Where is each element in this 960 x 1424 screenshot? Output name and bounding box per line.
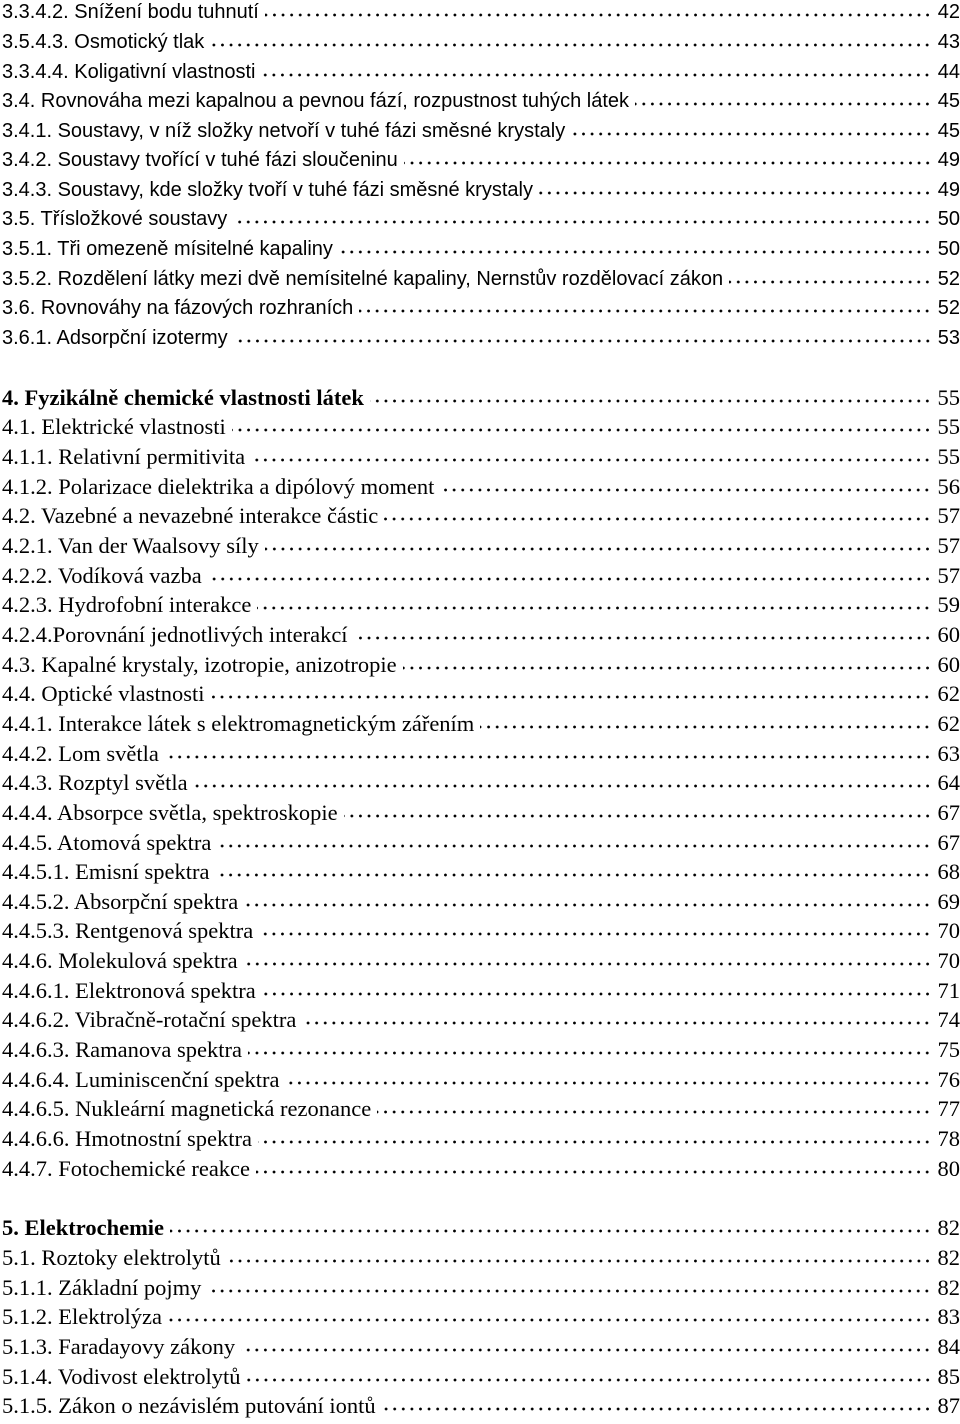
toc-entry	[0, 473, 960, 501]
dot-leader	[251, 457, 931, 463]
toc-entry	[0, 680, 960, 708]
toc-entry	[0, 858, 960, 886]
toc-entry-page: 78	[937, 1126, 960, 1151]
toc-entry-page: 50	[937, 207, 960, 230]
dot-leader	[539, 190, 932, 196]
toc-entry-title: 5.1.5. Zákon o nezávislém putování iontů	[2, 1393, 376, 1418]
dot-leader	[207, 1288, 931, 1294]
dot-leader	[165, 754, 932, 760]
toc-entry-title: 3.3.4.2. Snížení bodu tuhnutí	[2, 0, 259, 23]
dot-leader	[259, 931, 931, 937]
toc-entry-title: 4.4.6.1. Elektronová spektra	[2, 978, 256, 1003]
toc-entry	[0, 0, 960, 26]
dot-leader	[215, 872, 931, 878]
toc-entry-title: 4.4.6. Molekulová spektra	[2, 948, 238, 973]
dot-leader	[208, 576, 932, 582]
toc-entry-page: 87	[937, 1393, 960, 1418]
dot-leader	[729, 279, 932, 285]
toc-entry	[0, 1303, 960, 1331]
toc-entry	[0, 1274, 960, 1302]
toc-entry-title: 4.4.7. Fotochemické reakce	[2, 1156, 251, 1181]
toc-entry-page: 64	[937, 770, 960, 795]
dot-leader	[217, 843, 931, 849]
toc-entry-page: 45	[937, 119, 960, 142]
toc-entry-page: 85	[937, 1364, 960, 1389]
dot-leader	[170, 1228, 931, 1234]
toc-entry-title: 4.4.5.2. Absorpční spektra	[2, 889, 239, 914]
toc-entry-page: 76	[937, 1067, 960, 1092]
toc-entry-page: 83	[937, 1304, 960, 1329]
toc-entry-title: 4.2.1. Van der Waalsovy síly	[2, 533, 259, 558]
toc-entry-page: 60	[937, 622, 960, 647]
toc-entry-title: 3.4.2. Soustavy tvořící v tuhé fázi sloučeninu	[2, 148, 398, 171]
toc-entry-page: 80	[937, 1156, 960, 1181]
dot-leader	[302, 1020, 931, 1026]
toc-entry-title: 3.4.3. Soustavy, kde složky tvoří v tuhé fázi směsné krystaly	[2, 178, 533, 201]
toc-entry-page: 50	[937, 237, 960, 260]
toc-entry-title: 5.1.4. Vodivost elektrolytů	[2, 1364, 241, 1389]
toc-entry	[0, 888, 960, 916]
toc-entry-page: 45	[937, 89, 960, 112]
toc-entry-page: 57	[937, 533, 960, 558]
toc-entry-page: 62	[937, 681, 960, 706]
toc-entry-page: 52	[937, 267, 960, 290]
toc-entry	[0, 58, 960, 86]
toc-entry-title: 4.4.5. Atomová spektra	[2, 830, 212, 855]
dot-leader	[635, 101, 932, 107]
toc-entry	[0, 294, 960, 322]
toc-entry-title: 4.4. Optické vlastnosti	[2, 681, 205, 706]
toc-entry-page: 67	[937, 800, 960, 825]
toc-entry-page: 60	[937, 652, 960, 677]
toc-entry-title: 4.4.6.2. Vibračně-rotační spektra	[2, 1007, 297, 1032]
toc-entry-page: 57	[937, 503, 960, 528]
toc-entry-title: 3.5.1. Tři omezeně mísitelné kapaliny	[2, 237, 333, 260]
toc-entry-title: 4.1.1. Relativní permitivita	[2, 444, 246, 469]
toc-entry	[0, 1333, 960, 1361]
toc-entry-title: 3.5.2. Rozdělení látky mezi dvě nemísitelné kapaliny, Nernstův rozdělovací zákon	[2, 267, 724, 290]
toc-entry-page: 71	[937, 978, 960, 1003]
toc-entry-page: 77	[937, 1096, 960, 1121]
toc-entry	[0, 591, 960, 619]
dot-leader	[168, 1317, 932, 1323]
toc-entry	[0, 769, 960, 797]
toc-entry	[0, 205, 960, 233]
dot-leader	[227, 1258, 932, 1264]
dot-leader	[354, 635, 932, 641]
toc-entry-title: 3.4.1. Soustavy, v níž složky netvoří v tuhé fázi směsné krystaly	[2, 119, 566, 142]
dot-leader	[377, 1109, 931, 1115]
toc-entry-page: 42	[937, 0, 960, 23]
toc-entry	[0, 947, 960, 975]
toc-entry	[0, 176, 960, 204]
toc-entry-page: 44	[937, 60, 960, 83]
toc-entry-page: 63	[937, 741, 960, 766]
toc-entry-title: 4.1. Elektrické vlastnosti	[2, 414, 226, 439]
toc-entry-title: 4.2.3. Hydrofobní interakce	[2, 592, 252, 617]
dot-leader	[241, 1347, 931, 1353]
toc-entry-title: 4.4.6.6. Hmotnostní spektra	[2, 1126, 252, 1151]
toc-entry	[0, 1244, 960, 1272]
toc-entry-title: 3.4. Rovnováha mezi kapalnou a pevnou fází, rozpustnost tuhých látek	[2, 89, 630, 112]
toc-entry	[0, 502, 960, 530]
toc-entry-page: 82	[937, 1245, 960, 1270]
toc-entry	[0, 443, 960, 471]
toc-entry-page: 62	[937, 711, 960, 736]
toc-entry-title: 5.1.2. Elektrolýza	[2, 1304, 162, 1329]
toc-entry-page: 70	[937, 918, 960, 943]
toc-entry	[0, 265, 960, 293]
toc-entry-title: 4.4.4. Absorpce světla, spektroskopie	[2, 800, 338, 825]
toc-entry-page: 69	[937, 889, 960, 914]
dot-leader	[244, 961, 932, 967]
toc-entry-title: 3.6. Rovnováhy na fázových rozhraních	[2, 296, 354, 319]
dot-leader	[232, 427, 932, 433]
dot-leader	[256, 1169, 931, 1175]
toc-entry-page: 75	[937, 1037, 960, 1062]
toc-entry	[0, 1214, 960, 1242]
dot-leader	[382, 1406, 932, 1412]
toc-entry-page: 82	[937, 1215, 960, 1240]
dot-leader	[261, 72, 931, 78]
toc-entry	[0, 235, 960, 263]
toc-entry-title: 4.4.3. Rozptyl světla	[2, 770, 188, 795]
toc-entry	[0, 917, 960, 945]
toc-entry	[0, 621, 960, 649]
dot-leader	[258, 1139, 932, 1145]
dot-leader	[370, 398, 932, 404]
toc-entry	[0, 1095, 960, 1123]
toc-entry-page: 82	[937, 1275, 960, 1300]
toc-entry-title: 4.4.2. Lom světla	[2, 741, 159, 766]
toc-entry-page: 56	[937, 474, 960, 499]
toc-entry	[0, 651, 960, 679]
toc-entry-page: 68	[937, 859, 960, 884]
toc-entry	[0, 1006, 960, 1034]
dot-leader	[339, 249, 932, 255]
toc-entry	[0, 710, 960, 738]
toc-entry-title: 4. Fyzikálně chemické vlastnosti látek	[2, 385, 364, 410]
toc-entry	[0, 532, 960, 560]
dot-leader	[244, 902, 931, 908]
toc-entry-title: 5. Elektrochemie	[2, 1215, 165, 1240]
toc-entry	[0, 740, 960, 768]
toc-entry	[0, 1036, 960, 1064]
toc-entry-title: 4.2.2. Vodíková vazba	[2, 563, 202, 588]
dot-leader	[359, 308, 931, 314]
dot-leader	[233, 219, 931, 225]
toc-entry-title: 4.2.4.Porovnání jednotlivých interakcí	[2, 622, 348, 647]
toc-entry-title: 4.3. Kapalné krystaly, izotropie, anizotropie	[2, 652, 397, 677]
toc-entry-title: 4.4.5.3. Rentgenová spektra	[2, 918, 254, 943]
dot-leader	[257, 605, 931, 611]
dot-leader	[234, 338, 932, 344]
dot-leader	[480, 724, 931, 730]
dot-leader	[247, 1377, 932, 1383]
toc-entry	[0, 1363, 960, 1391]
toc-entry-title: 3.6.1. Adsorpční izotermy	[2, 326, 228, 349]
toc-entry-title: 4.1.2. Polarizace dielektrika a dipólový moment	[2, 474, 435, 499]
toc-entry	[0, 28, 960, 56]
toc-entry-page: 70	[937, 948, 960, 973]
dot-leader	[344, 813, 932, 819]
toc-entry	[0, 384, 960, 412]
toc-entry-page: 67	[937, 830, 960, 855]
toc-entry	[0, 87, 960, 115]
toc-entry-title: 5.1. Roztoky elektrolytů	[2, 1245, 221, 1270]
toc-entry	[0, 562, 960, 590]
toc-entry-title: 4.4.6.4. Luminiscenční spektra	[2, 1067, 280, 1092]
toc-entry-page: 57	[937, 563, 960, 588]
toc-entry	[0, 1392, 960, 1420]
dot-leader	[403, 665, 932, 671]
toc-entry-title: 4.4.6.3. Ramanova spektra	[2, 1037, 242, 1062]
toc-entry-page: 84	[937, 1334, 960, 1359]
toc-entry-page: 59	[937, 592, 960, 617]
toc-entry	[0, 413, 960, 441]
toc-entry	[0, 1125, 960, 1153]
dot-leader	[265, 546, 932, 552]
dot-leader	[265, 12, 932, 18]
dot-leader	[440, 487, 931, 493]
toc-entry-title: 4.4.1. Interakce látek s elektromagnetickým zářením	[2, 711, 475, 736]
toc-entry-page: 43	[937, 30, 960, 53]
toc-entry-title: 3.5. Třísložkové soustavy	[2, 207, 228, 230]
toc-entry-page: 52	[937, 296, 960, 319]
toc-entry-title: 5.1.1. Základní pojmy	[2, 1275, 202, 1300]
toc-entry	[0, 1066, 960, 1094]
toc-entry-title: 3.3.4.4. Koligativní vlastnosti	[2, 60, 256, 83]
toc-entry	[0, 829, 960, 857]
dot-leader	[262, 991, 932, 997]
dot-leader	[194, 783, 932, 789]
toc-entry-page: 74	[937, 1007, 960, 1032]
toc-entry-title: 4.4.6.5. Nukleární magnetická rezonance	[2, 1096, 372, 1121]
toc-entry-page: 55	[937, 414, 960, 439]
toc-entry-title: 4.4.5.1. Emisní spektra	[2, 859, 210, 884]
dot-leader	[285, 1080, 931, 1086]
toc-entry	[0, 146, 960, 174]
toc-entry	[0, 117, 960, 145]
toc-entry	[0, 324, 960, 352]
toc-entry-page: 49	[937, 148, 960, 171]
dot-leader	[571, 131, 932, 137]
dot-leader	[384, 516, 931, 522]
dot-leader	[404, 160, 932, 166]
toc-entry-title: 4.2. Vazebné a nevazebné interakce částic	[2, 503, 379, 528]
toc-entry	[0, 1155, 960, 1183]
dot-leader	[248, 1050, 932, 1056]
dot-leader	[210, 694, 931, 700]
dot-leader	[210, 42, 931, 48]
toc-entry-page: 55	[937, 444, 960, 469]
toc-entry-title: 5.1.3. Faradayovy zákony	[2, 1334, 236, 1359]
toc-entry-page: 55	[937, 385, 960, 410]
toc-entry	[0, 799, 960, 827]
toc-entry-page: 49	[937, 178, 960, 201]
toc-entry-title: 3.5.4.3. Osmotický tlak	[2, 30, 205, 53]
toc-entry	[0, 977, 960, 1005]
toc-entry-page: 53	[937, 326, 960, 349]
